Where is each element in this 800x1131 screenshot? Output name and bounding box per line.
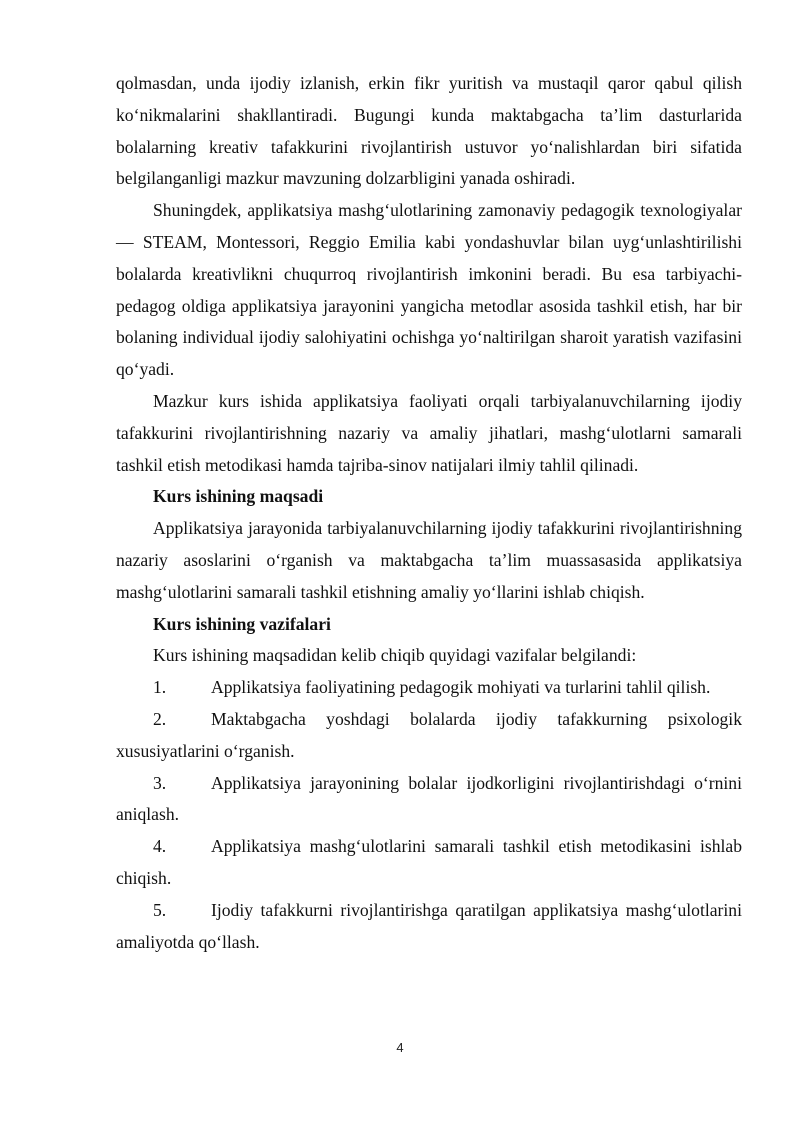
task-item <box>116 672 742 704</box>
task-item <box>116 895 742 959</box>
tasks-heading: Kurs ishining vazifalari <box>153 613 331 634</box>
task-number: 4. <box>153 836 167 857</box>
task-item <box>116 768 742 832</box>
task-number: 1. <box>153 677 167 698</box>
task-text: Applikatsiya mashg‘ulotlarini samarali tashkil etish metodikasini ishlab chiqish. <box>116 836 742 888</box>
goal-text: Applikatsiya jarayonida tarbiyalanuvchilarning ijodiy tafakkurini rivojlantirishning nazariy asoslarini o‘rganish va maktabgacha ta’lim muassasasida applikatsiya mashg‘ulotlarini samarali tashkil etishning amaliy yo‘llarini ishlab chiqish. <box>116 518 742 602</box>
task-number: 5. <box>153 899 167 920</box>
paragraph-course-overview: Mazkur kurs ishida applikatsiya faoliyati orqali tarbiyalanuvchilarning ijodiy tafakkurini rivojlantirishning nazariy va amaliy jihatlari, mashg‘ulotlarni samarali tashkil etish metodikasi hamda tajriba-sinov natijalari ilmiy tahlil qilinadi. <box>116 390 742 475</box>
task-text: Maktabgacha yoshdagi bolalarda ijodiy tafakkurning psixologik xususiyatlarini o‘rganish. <box>116 708 742 761</box>
goal-heading: Kurs ishining maqsadi <box>153 486 324 507</box>
task-item <box>116 831 742 895</box>
task-number: 2. <box>153 708 167 729</box>
task-text: Applikatsiya jarayonining bolalar ijodkorligini rivojlantirishdagi o‘rnini aniqlash. <box>116 772 742 825</box>
task-text: Ijodiy tafakkurni rivojlantirishga qaratilgan applikatsiya mashg‘ulotlarini amaliyotda qo‘llash. <box>116 899 742 952</box>
task-number: 3. <box>153 772 167 793</box>
page-number: 4 <box>396 1040 404 1055</box>
task-text: Applikatsiya faoliyatining pedagogik mohiyati va turlarini tahlil qilish. <box>211 677 711 698</box>
paragraph-steam: Shuningdek, applikatsiya mashg‘ulotlarining zamonaviy pedagogik texnologiyalar — STEAM, Montessori, Reggio Emilia kabi yondashuvlar bilan uyg‘unlashtirilishi bolalarda kreativlikni chuqurroq rivojlantirish imkonini beradi. Bu esa tarbiyachi-pedagog oldiga applikatsiya jarayonini yangicha metodlar asosida tashkil etish, har bir bolaning individual ijodiy salohiyatini ochishga yo‘naltirilgan sharoit yaratish vazifasini qo‘yadi. <box>116 200 742 380</box>
task-item <box>116 704 742 768</box>
page-body <box>116 68 742 958</box>
tasks-intro: Kurs ishining maqsadidan kelib chiqib quyidagi vazifalar belgilandi: <box>153 645 637 666</box>
paragraph-continuation: qolmasdan, unda ijodiy izlanish, erkin fikr yuritish va mustaqil qaror qabul qilish ko‘nikmalarini shakllantiradi. Bugungi kunda maktabgacha ta’lim dasturlarida bolalarning kreativ tafakkurini rivojlantirish ustuvor yo‘nalishlardan biri sifatida belgilanganligi mazkur mavzuning dolzarbligini yanada oshiradi. <box>116 73 742 189</box>
